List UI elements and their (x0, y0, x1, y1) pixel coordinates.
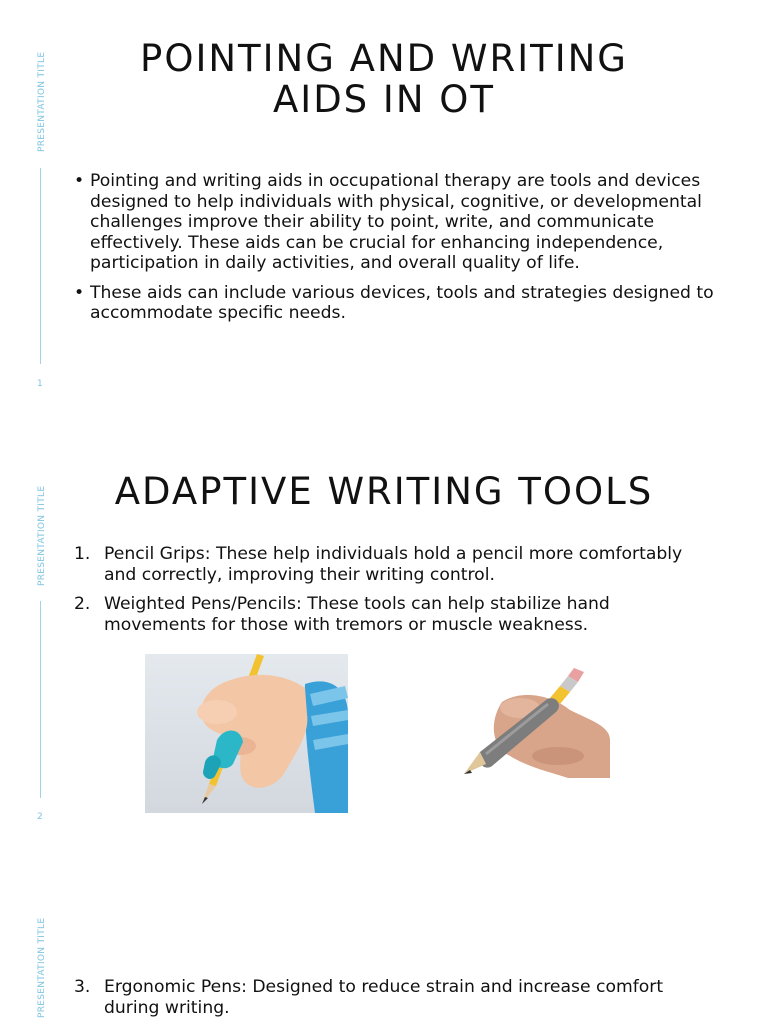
section-title: ADAPTIVE WRITING TOOLS (114, 470, 654, 513)
list-number: 3. (74, 977, 91, 997)
bullet-marker: • (74, 171, 85, 191)
presentation-title-vertical-label: PRESENTATION TITLE (37, 485, 47, 586)
list-item (74, 594, 714, 635)
list-item-text: Weighted Pens/Pencils: These tools can help stabilize hand movements for those with tremors or muscle weakness. (104, 594, 610, 635)
presentation-title-vertical-label: PRESENTATION TITLE (37, 917, 47, 1018)
list-item-text: Ergonomic Pens: Designed to reduce strain and increase comfort during writing. (104, 977, 664, 1018)
page-title (60, 38, 708, 120)
list-item-text: Pencil Grips: These help individuals hold a pencil more comfortably and correctly, improving their writing control. (104, 544, 683, 585)
title-line: POINTING AND WRITING (140, 37, 628, 80)
sidebar-divider (40, 168, 41, 364)
list-number: 2. (74, 594, 91, 614)
sidebar-divider (40, 601, 41, 798)
bullet-text: These aids can include various devices, tools and strategies designed to accommodate specific needs. (90, 282, 714, 323)
numbered-list (74, 544, 714, 644)
numbered-list (74, 977, 714, 1027)
list-item (74, 544, 714, 585)
bullet-text: Pointing and writing aids in occupational therapy are tools and devices designed to help individuals with physical, cognitive, or developmental challenges improve their ability to point, write, and communicate effectively. These aids can be crucial for enhancing independence, participation in daily activities, and overall quality of life. (90, 171, 702, 273)
list-number: 1. (74, 544, 91, 564)
pencil-grip-photo (145, 654, 348, 813)
weighted-pen-photo (450, 660, 610, 778)
presentation-title-vertical-label: PRESENTATION TITLE (37, 51, 47, 152)
bullet-marker: • (74, 282, 85, 303)
bullet-item (74, 171, 714, 274)
slide-number: 2 (37, 812, 43, 822)
slide-number: 1 (37, 379, 43, 389)
bullet-item (74, 283, 714, 324)
title-line: AIDS IN OT (272, 78, 496, 121)
list-item (74, 977, 714, 1018)
bullet-list (74, 171, 714, 333)
